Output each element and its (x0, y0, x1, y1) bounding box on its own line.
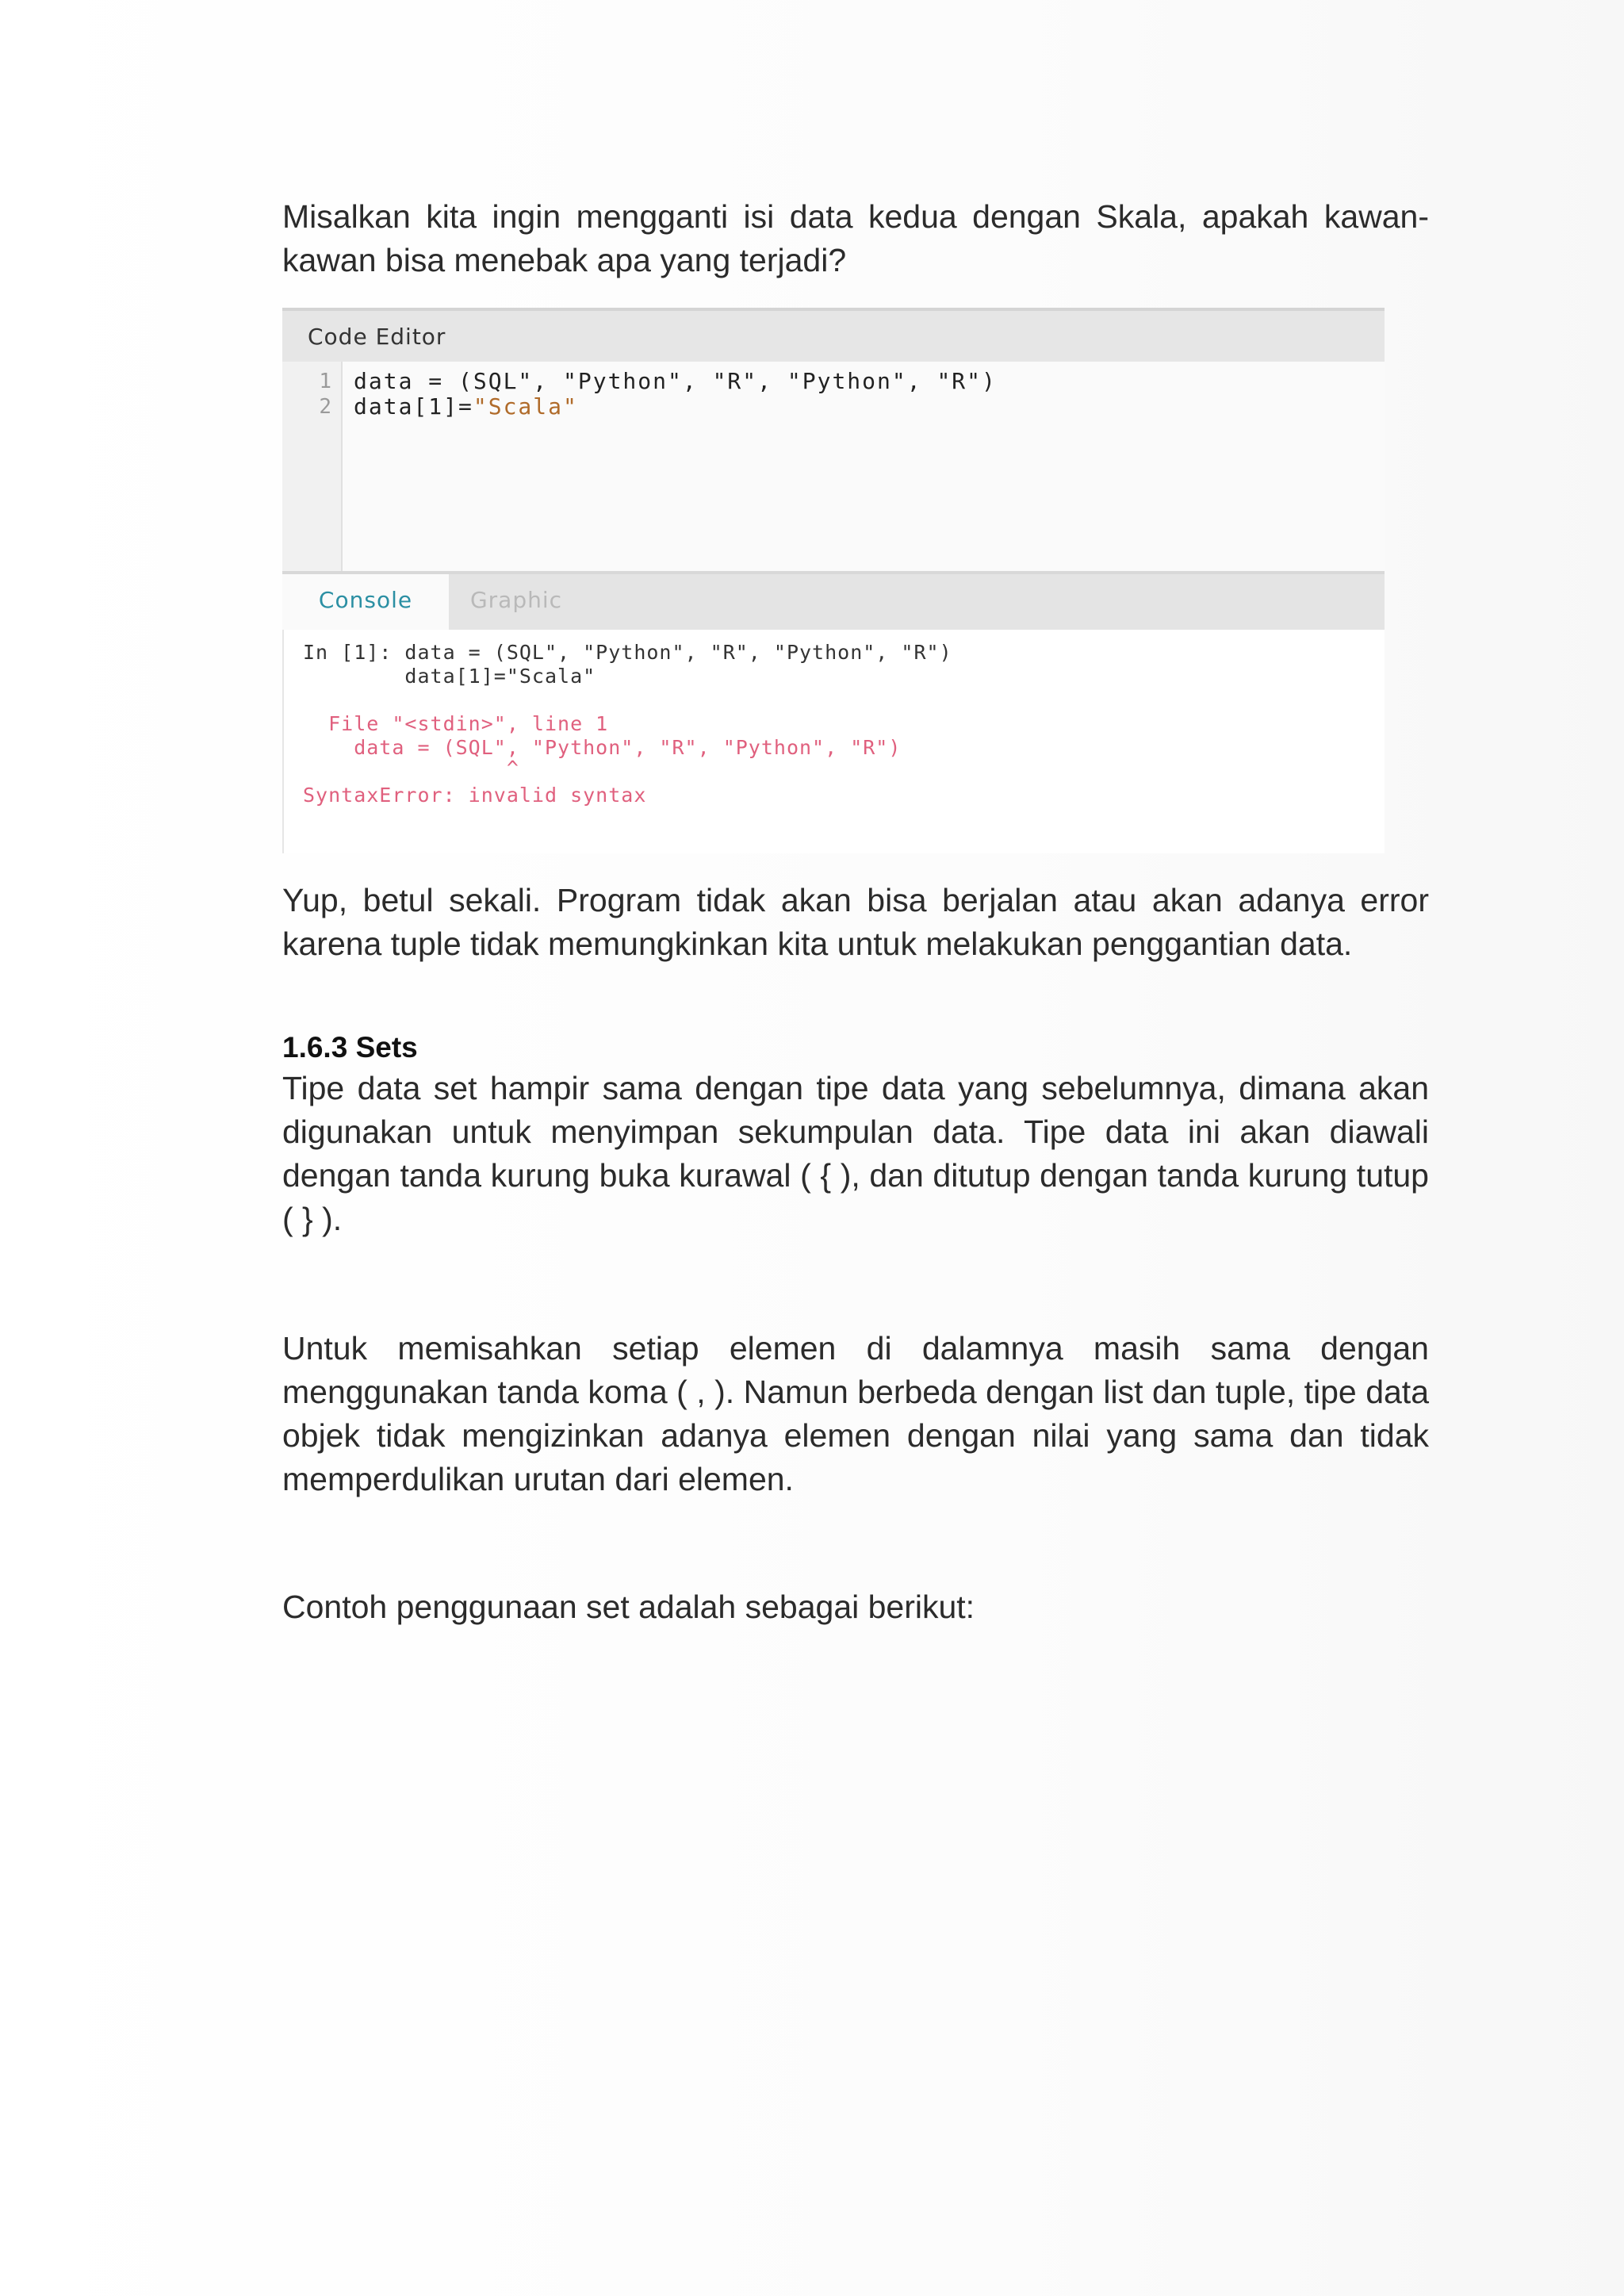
tab-console[interactable]: Console (282, 574, 449, 630)
console-error-file: File "<stdin>", line 1 (303, 712, 609, 735)
console-input-line-2: data[1]="Scala" (303, 665, 596, 688)
code-line-2 (354, 393, 578, 420)
separator-paragraph: Untuk memisahkan setiap elemen di dalamnya masih sama dengan menggunakan tanda koma ( , ). Namun berbeda dengan list dan tuple, tipe data objek tidak mengizinkan adanya elemen dengan nilai yang sama dan tidak memperdulikan urutan dari elemen. (282, 1330, 1429, 1497)
line-number: 1 (319, 370, 331, 393)
code-line-1 (354, 368, 997, 394)
line-number-gutter (282, 362, 343, 571)
code-line-2-prefix: data[1]= (354, 393, 473, 420)
tab-graphic[interactable]: Graphic (469, 587, 563, 613)
sets-description-paragraph: Tipe data set hampir sama dengan tipe data yang sebelumnya, dimana akan digunakan untuk menyimpan sekumpulan data. Tipe data ini akan diawali dengan tanda kurung buka kurawal ( { ), dan ditutup dengan tanda kurung tutup ( } ). (282, 1070, 1429, 1237)
example-intro-paragraph: Contoh penggunaan set adalah sebagai berikut: (282, 1589, 975, 1625)
code-editor-body (282, 362, 1385, 571)
output-tab-bar (282, 571, 1385, 630)
answer-paragraph: Yup, betul sekali. Program tidak akan bisa berjalan atau akan adanya error karena tuple tidak memungkinkan kita untuk melakukan penggantian data. (282, 882, 1429, 962)
console-error-message: SyntaxError: invalid syntax (303, 784, 647, 807)
section-heading: 1.6.3 Sets (282, 1031, 418, 1064)
code-line-1-text: data = (SQL", "Python", "R", "Python", "R") (354, 368, 997, 394)
console-output (282, 630, 1385, 853)
line-number: 2 (319, 395, 331, 419)
code-editor-title: Code Editor (308, 324, 446, 350)
console-input-line-1: In [1]: data = (SQL", "Python", "R", "Python", "R") (303, 641, 952, 664)
intro-paragraph: Misalkan kita ingin mengganti isi data kedua dengan Skala, apakah kawan-kawan bisa menebak apa yang terjadi? (282, 198, 1429, 278)
code-editor-header (282, 308, 1385, 362)
code-line-2-string: "Scala" (473, 393, 578, 420)
code-editor-screenshot (282, 308, 1385, 853)
console-error-code: data = (SQL", "Python", "R", "Python", "R") (303, 736, 902, 759)
console-error-caret: ^ (303, 757, 519, 780)
